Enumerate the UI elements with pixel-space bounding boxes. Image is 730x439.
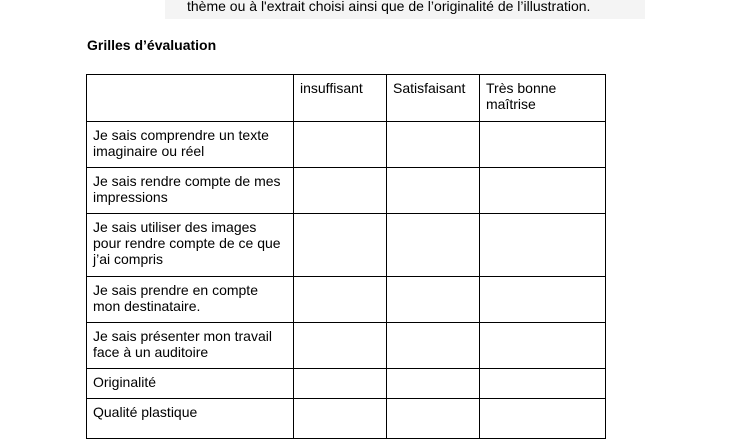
criterion-cell: Je sais rendre compte de mes impressions xyxy=(87,168,294,214)
rating-cell xyxy=(480,168,606,214)
rating-cell xyxy=(294,399,387,439)
rating-cell xyxy=(480,323,606,369)
rating-cell xyxy=(387,122,480,168)
table-row xyxy=(87,399,606,439)
rating-cell xyxy=(294,214,387,277)
header-cell-satisfactory: Satisfaisant xyxy=(387,75,480,122)
rating-cell xyxy=(387,168,480,214)
rating-cell xyxy=(387,399,480,439)
criterion-cell: Je sais présenter mon travail face à un auditoire xyxy=(87,323,294,369)
rating-cell xyxy=(480,122,606,168)
table-row xyxy=(87,277,606,323)
rating-cell xyxy=(387,214,480,277)
criterion-cell: Je sais comprendre un texte imaginaire ou réel xyxy=(87,122,294,168)
rating-cell xyxy=(480,277,606,323)
table-row xyxy=(87,122,606,168)
table-row xyxy=(87,323,606,369)
section-title: Grilles d’évaluation xyxy=(87,37,217,53)
rating-cell xyxy=(387,369,480,399)
table-row xyxy=(87,214,606,277)
intro-text-line: thème ou à l'extrait choisi ainsi que de l’originalité de l’illustration. xyxy=(187,0,591,14)
rating-cell xyxy=(294,277,387,323)
rating-cell xyxy=(387,277,480,323)
table-row xyxy=(87,369,606,399)
rating-cell xyxy=(294,323,387,369)
criterion-cell: Je sais utiliser des images pour rendre compte de ce que j’ai compris xyxy=(87,214,294,277)
rating-cell xyxy=(480,214,606,277)
rating-cell xyxy=(294,122,387,168)
rating-cell xyxy=(387,323,480,369)
table-row xyxy=(87,168,606,214)
rating-cell xyxy=(480,399,606,439)
header-cell-criteria xyxy=(87,75,294,122)
criterion-cell: Je sais prendre en compte mon destinataire. xyxy=(87,277,294,323)
header-cell-insufficient: insuffisant xyxy=(294,75,387,122)
criterion-cell: Qualité plastique xyxy=(87,399,294,439)
header-cell-very-good: Très bonne maîtrise xyxy=(480,75,606,122)
header-row xyxy=(87,75,606,122)
criterion-cell: Originalité xyxy=(87,369,294,399)
rating-cell xyxy=(480,369,606,399)
rating-cell xyxy=(294,369,387,399)
rating-cell xyxy=(294,168,387,214)
evaluation-grid xyxy=(86,74,606,439)
